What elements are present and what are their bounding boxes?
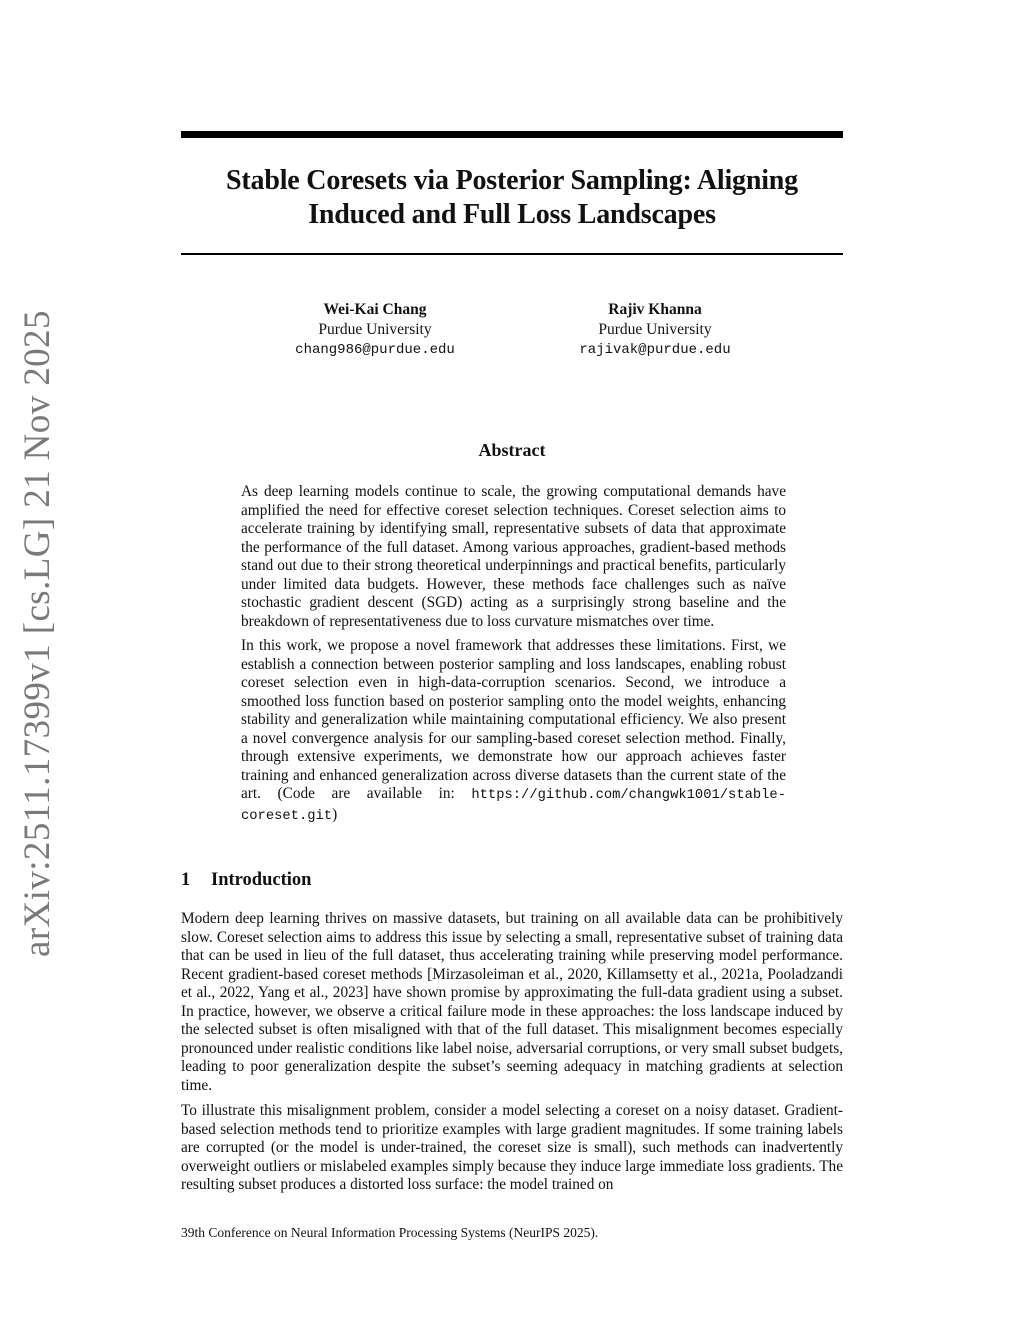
- abstract-heading: Abstract: [478, 440, 546, 460]
- author-name: Rajiv Khanna: [608, 301, 702, 318]
- intro-paragraph-1: Modern deep learning thrives on massive datasets, but training on all available data can be prohibitively slow. Coreset selection aims to address this issue by selecting a small, representative subset of training data that can be used in lieu of the full dataset, thus accelerating training while preserving model performance. Recent gradient-based coreset methods [Mirzasoleiman et al., 2020, Killamsetty et al., 2021a, Pooladzandi et al., 2022, Yang et al., 2023] have shown promise by approximating the full-data gradient using a subset. In practice, however, we observe a critical failure mode in these approaches: the loss landscape induced by the selected subset is often misaligned with that of the full dataset. This misalignment becomes especially pronounced under realistic conditions like label noise, adversarial corruptions, or very small subset budgets, leading to poor generalization despite the subset’s seeming adequacy in matching gradients at selection time.: [181, 910, 843, 1094]
- abstract-paragraph-2-text: In this work, we propose a novel framework that addresses these limitations. First, we establish a connection between posterior sampling and loss landscapes, enabling robust coreset selection even in high-data-corruption scenarios. Second, we introduce a smoothed loss function based on posterior sampling onto the model weights, enhancing stability and generalization while maintaining computational efficiency. We also present a novel convergence analysis for our sampling-based coreset selection method. Finally, through extensive experiments, we demonstrate how our approach achieves faster training and enhanced generalization across diverse datasets than the current state of the art. (Code are available in:: [241, 637, 786, 802]
- conference-footnote: 39th Conference on Neural Information Processing Systems (NeurIPS 2025).: [181, 1225, 599, 1240]
- author-block: [225, 300, 525, 360]
- author-email[interactable]: rajivak@purdue.edu: [579, 342, 731, 358]
- author-block: [505, 300, 805, 360]
- title-top-rule: [181, 131, 843, 138]
- author-affiliation: Purdue University: [598, 321, 712, 338]
- author-email[interactable]: chang986@purdue.edu: [295, 342, 455, 358]
- author-name: Wei-Kai Chang: [323, 301, 427, 318]
- section-heading-introduction: [181, 870, 311, 891]
- abstract-paragraph-1: As deep learning models continue to scale, the growing computational demands have amplified the need for effective coreset selection techniques. Coreset selection aims to accelerate training by identifying small, representative subsets of data that approximate the performance of the full dataset. Among various approaches, gradient-based methods stand out due to their strong theoretical underpinnings and practical benefits, particularly under limited data budgets. However, these methods face challenges such as naïve stochastic gradient descent (SGD) acting as a surprisingly strong baseline and the breakdown of representativeness due to loss curvature mismatches over time.: [241, 483, 786, 630]
- section-title: Introduction: [211, 870, 312, 890]
- arxiv-identifier: arXiv:2511.17399v1 [cs.LG] 21 Nov 2025: [17, 310, 58, 957]
- abstract-paragraph-2: [241, 637, 786, 826]
- section-number: 1: [181, 870, 191, 890]
- intro-paragraph-2: To illustrate this misalignment problem, consider a model selecting a coreset on a noisy dataset. Gradient-based selection methods tend to prioritize examples with large gradient magnitudes. If some training labels are corrupted (or the model is under-trained, the coreset size is small), such methods can inadvertently overweight outliers or mislabeled examples simply because they induce large immediate loss gradients. The resulting subset produces a distorted loss surface: the model trained on: [181, 1102, 843, 1193]
- author-affiliation: Purdue University: [318, 321, 432, 338]
- code-link[interactable]: https://github.com/changwk1001/stable-coreset.git: [241, 788, 786, 824]
- title-line-2: Induced and Full Loss Landscapes: [308, 199, 716, 230]
- paper-title: [181, 164, 843, 232]
- title-bottom-rule: [181, 253, 843, 255]
- introduction-body: [181, 910, 843, 1202]
- abstract-close-paren: ): [332, 805, 338, 823]
- abstract-body: [241, 483, 786, 832]
- title-line-1: Stable Coresets via Posterior Sampling: Aligning: [226, 165, 798, 196]
